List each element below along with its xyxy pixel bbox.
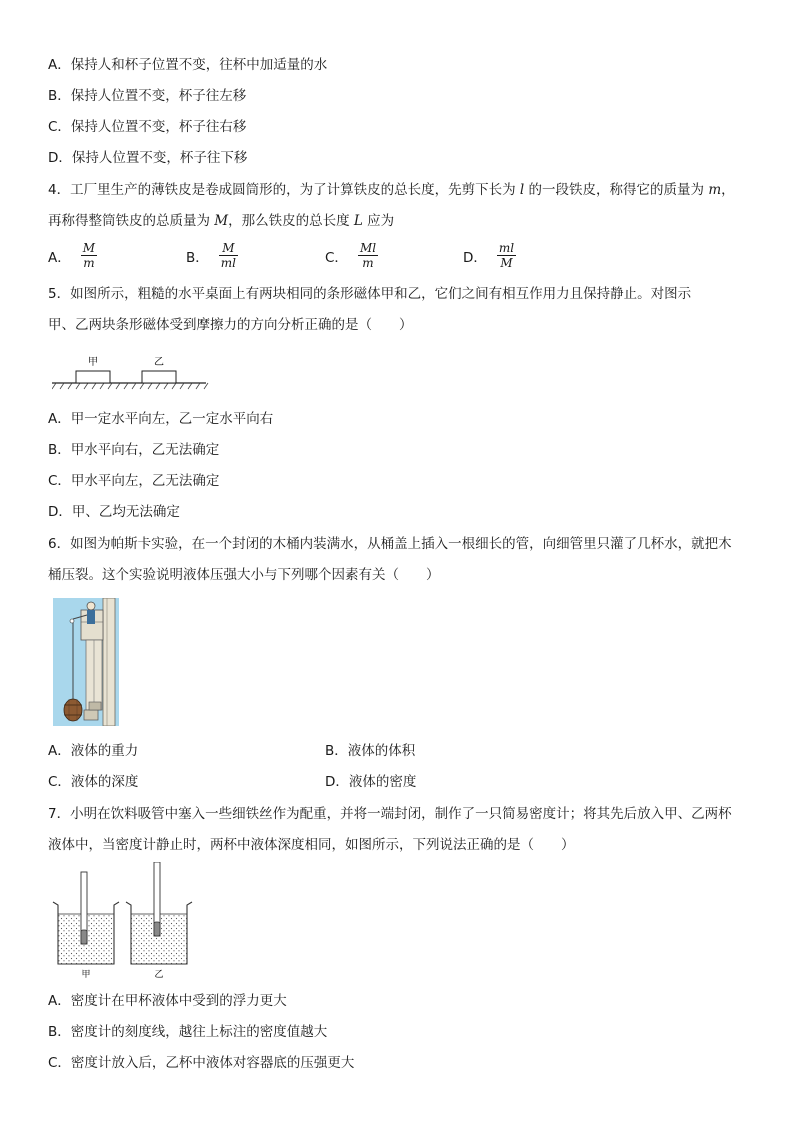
q3-option-a[interactable]: A．保持人和杯子位置不变，往杯中加适量的水	[48, 57, 328, 73]
q3-option-b[interactable]: B．保持人位置不变，杯子往左移	[48, 88, 247, 104]
q4-option-c[interactable]: C． $\frac{Ml}{m}$	[325, 241, 377, 270]
density-meter-figure	[50, 862, 200, 982]
beaker-jia-label: 甲	[81, 970, 91, 980]
q4-option-a[interactable]: A． $\frac{M}{m}$	[48, 241, 96, 270]
q4-stem-line1: 4．工厂里生产的薄铁皮是卷成圆筒形的，为了计算铁皮的总长度，先剪下长为 l 的一段铁皮，称得它的质量为 m，	[48, 182, 735, 198]
q5-stem-line1: 5．如图所示，粗糙的水平桌面上有两块相同的条形磁体甲和乙，它们之间有相互作用力且保持静止。对图示	[48, 286, 692, 302]
q6-option-d[interactable]: D．液体的密度	[325, 774, 417, 790]
q4-option-d[interactable]: D． $\frac{ml}{M}$	[463, 241, 515, 270]
q5-option-a[interactable]: A．甲一定水平向左，乙一定水平向右	[48, 411, 274, 427]
q3-option-c[interactable]: C．保持人位置不变，杯子往右移	[48, 119, 247, 135]
q7-option-a[interactable]: A．密度计在甲杯液体中受到的浮力更大	[48, 993, 287, 1009]
q7-stem-line2: 液体中，当密度计静止时，两杯中液体深度相同，如图所示，下列说法正确的是（ ）	[48, 837, 575, 853]
pascal-barrel-figure	[53, 598, 119, 726]
q5-option-b[interactable]: B．甲水平向右，乙无法确定	[48, 442, 220, 458]
q7-option-c[interactable]: C．密度计放入后，乙杯中液体对容器底的压强更大	[48, 1055, 355, 1071]
beaker-jia	[53, 872, 119, 980]
q5-stem-line2: 甲、乙两块条形磁体受到摩擦力的方向分析正确的是（ ）	[48, 317, 413, 333]
q6-option-b[interactable]: B．液体的体积	[325, 743, 416, 759]
q4-option-b[interactable]: B． $\frac{M}{ml}$	[186, 241, 236, 270]
magnet-jia-label: 甲	[88, 357, 98, 368]
q5-magnets-figure	[52, 350, 212, 392]
magnet-yi-label: 乙	[154, 357, 164, 368]
q6-option-a[interactable]: A．液体的重力	[48, 743, 139, 759]
q3-option-d[interactable]: D．保持人位置不变，杯子往下移	[48, 150, 248, 166]
magnet-jia	[76, 371, 110, 383]
beaker-yi-label: 乙	[154, 970, 164, 980]
q6-stem-line1: 6．如图为帕斯卡实验，在一个封闭的木桶内装满水，从桶盖上插入一根细长的管，向细管里只灌了几杯水，就把木	[48, 536, 732, 552]
q4-stem-line2: 再称得整筒铁皮的总质量为 M，那么铁皮的总长度 L 应为	[48, 213, 395, 229]
q7-option-b[interactable]: B．密度计的刻度线，越往上标注的密度值越大	[48, 1024, 328, 1040]
q5-option-d[interactable]: D．甲、乙均无法确定	[48, 504, 180, 520]
q6-stem-line2: 桶压裂。这个实验说明液体压强大小与下列哪个因素有关（ ）	[48, 567, 440, 583]
magnet-yi	[142, 371, 176, 383]
q5-option-c[interactable]: C．甲水平向左，乙无法确定	[48, 473, 220, 489]
q7-stem-line1: 7．小明在饮料吸管中塞入一些细铁丝作为配重，并将一端封闭，制作了一只简易密度计；将其先后放入甲、乙两杯	[48, 806, 732, 822]
q6-option-c[interactable]: C．液体的深度	[48, 774, 139, 790]
beaker-yi	[126, 862, 192, 980]
